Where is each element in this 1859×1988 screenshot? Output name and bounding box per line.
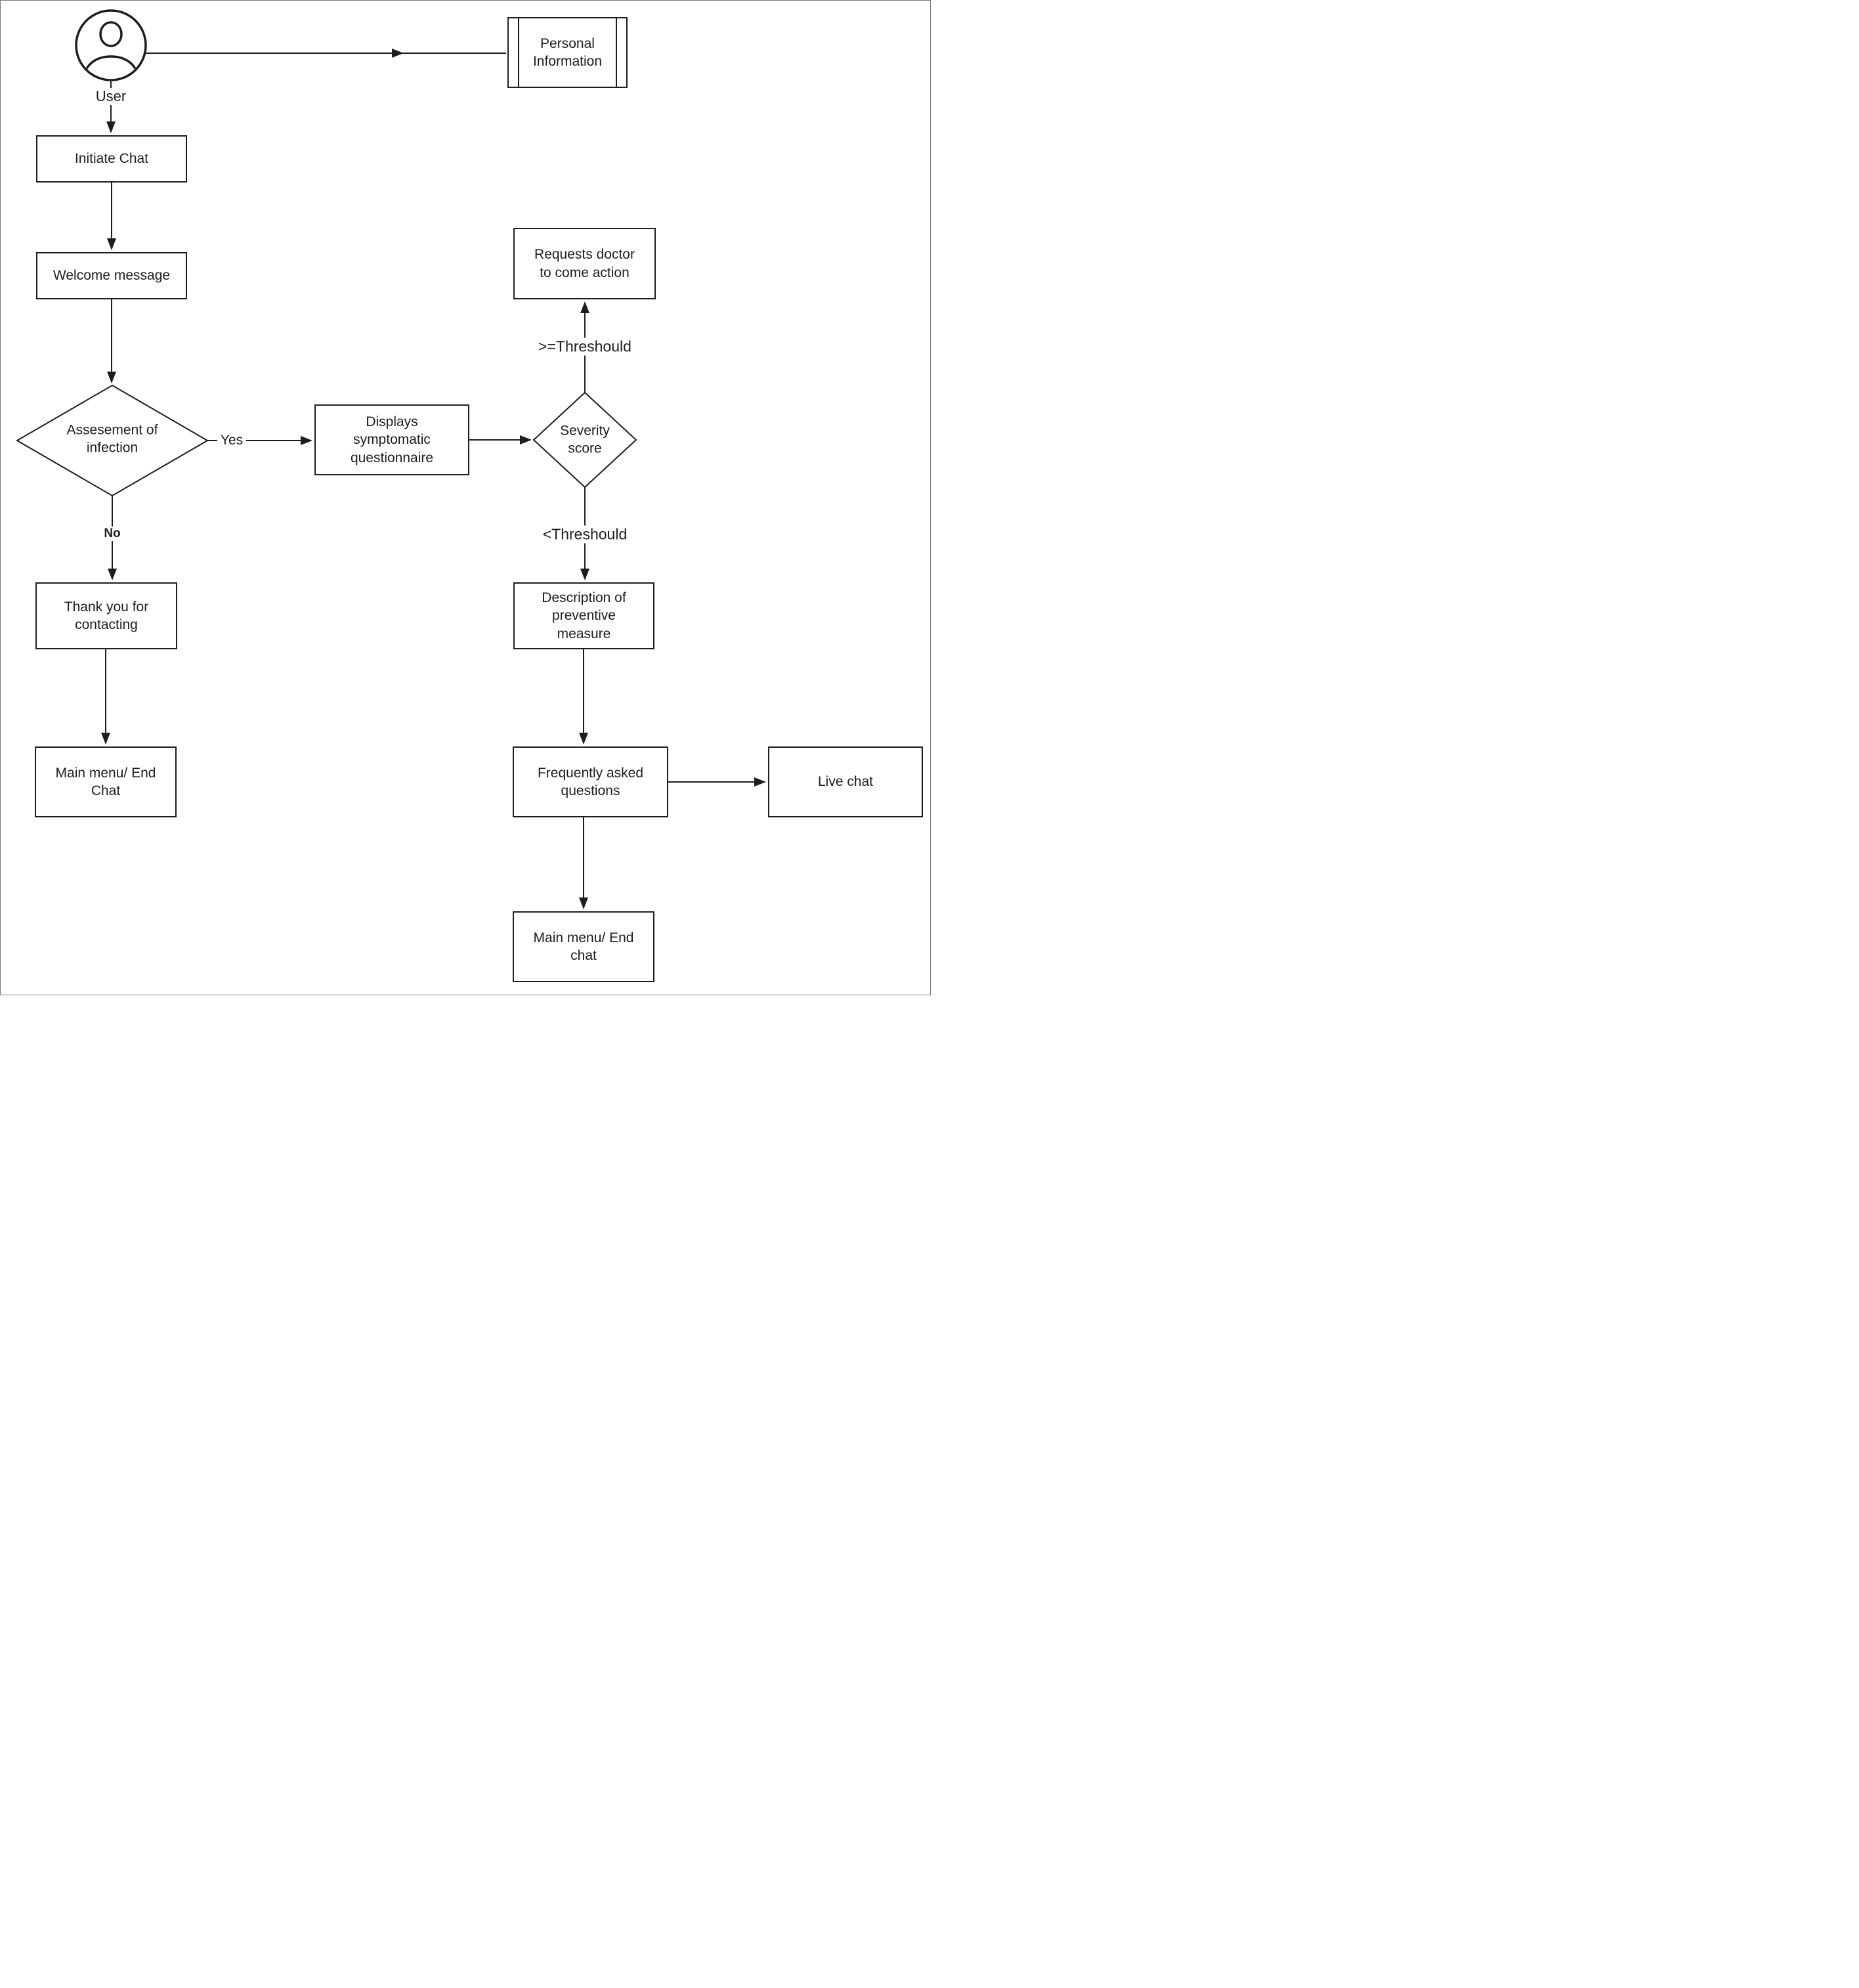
edge-label-yes: Yes	[217, 433, 246, 448]
predefined-process-bar-right	[616, 18, 617, 87]
edge-label-lt-threshold: <Threshould	[540, 526, 631, 544]
node-main-menu-end-chat-bottom	[513, 911, 654, 982]
node-severity-score-label: Severity score	[560, 423, 610, 456]
node-displays-symptomatic-questionnaire-label: Displays symptomatic questionnaire	[350, 414, 434, 465]
node-requests-doctor-label: Requests doctor to come action	[534, 247, 635, 280]
node-live-chat-label: Live chat	[817, 774, 874, 790]
node-welcome-message	[36, 252, 187, 299]
node-live-chat	[768, 746, 923, 817]
edge-label-gte-threshold: >=Threshould	[535, 338, 635, 356]
node-description-of-preventive-measure	[513, 582, 654, 649]
node-faq-label: Frequently asked questions	[537, 765, 644, 798]
node-requests-doctor-to-come-action	[513, 228, 656, 299]
user-label: User	[93, 88, 129, 105]
node-main-menu-left-label: Main menu/ End Chat	[55, 765, 156, 798]
node-initiate-chat	[36, 135, 187, 183]
node-thank-you-for-contacting	[35, 582, 177, 649]
node-description-preventive-label: Description of preventive measure	[542, 590, 626, 641]
node-main-menu-end-chat-left	[35, 746, 177, 817]
node-welcome-message-label: Welcome message	[53, 268, 171, 284]
user-icon	[76, 11, 146, 82]
node-displays-symptomatic-questionnaire	[314, 404, 469, 475]
node-thank-you-label: Thank you for contacting	[64, 599, 149, 632]
node-assessment-of-infection-label: Assesement of infection	[66, 422, 158, 456]
node-personal-information-label: Personal Information	[532, 35, 603, 69]
node-frequently-asked-questions	[513, 746, 668, 817]
predefined-process-bar-left	[518, 18, 519, 87]
edge-label-no: No	[100, 527, 123, 541]
node-initiate-chat-label: Initiate Chat	[74, 151, 149, 167]
node-main-menu-bottom-label: Main menu/ End chat	[533, 930, 634, 963]
flowchart-canvas	[0, 0, 931, 995]
node-personal-information	[507, 17, 628, 88]
